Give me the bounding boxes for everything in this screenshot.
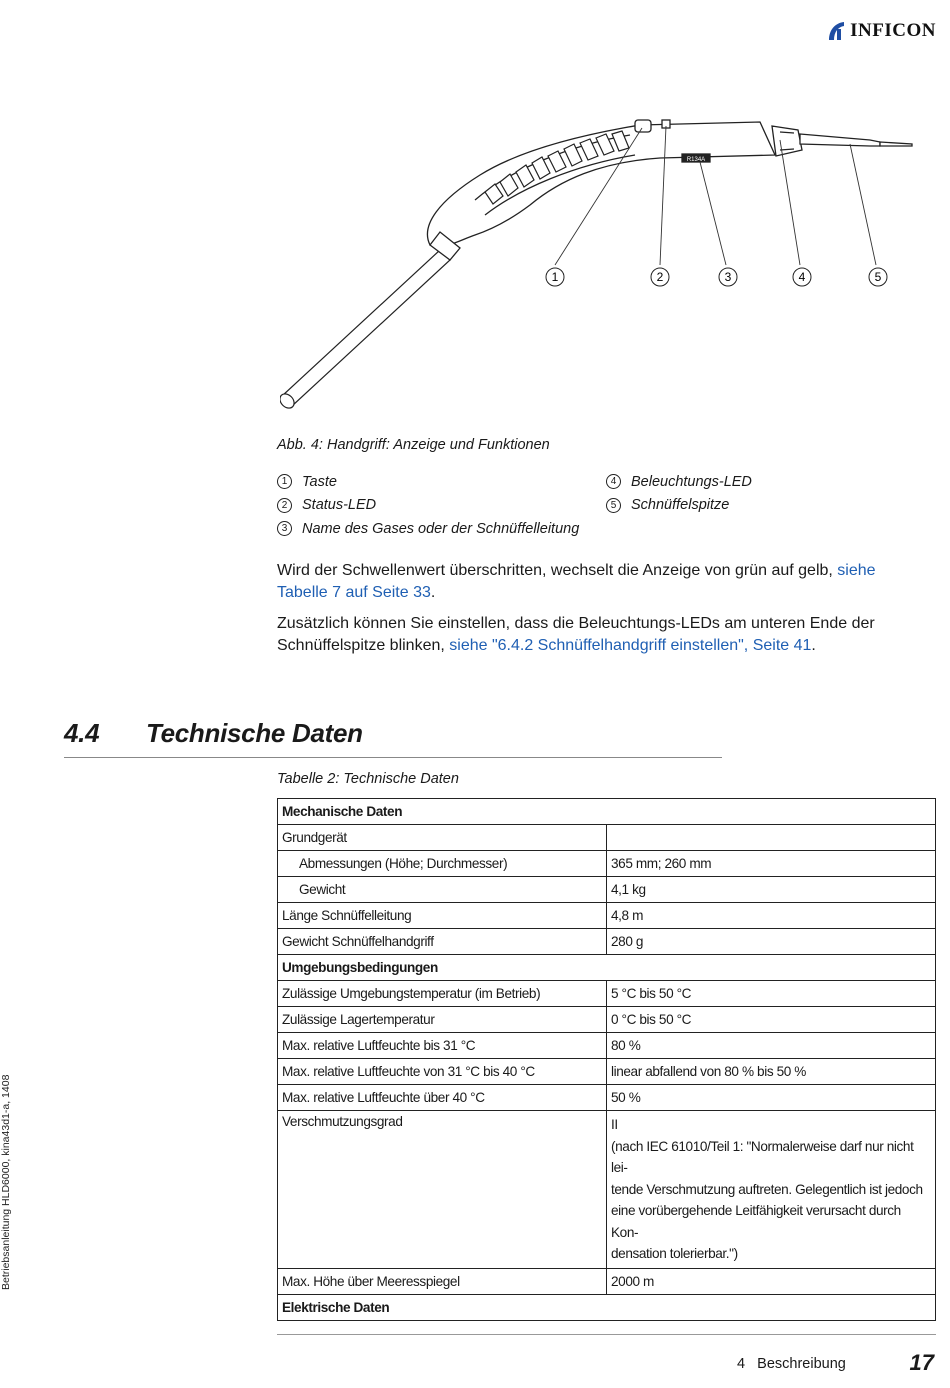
section-cell: Elektrische Daten [278,1294,936,1320]
legend-text: Status-LED [302,497,377,514]
table-section-row [278,955,936,981]
value-line: densation tolerierbar.") [611,1246,738,1261]
label-cell: Max. relative Luftfeuchte über 40 °C [278,1085,607,1111]
value-cell-multiline [607,1111,936,1269]
paragraph-led-blink [277,613,927,656]
legend-number: 4 [606,474,621,489]
handle-body [427,120,912,260]
table-row [278,851,936,877]
paragraph-threshold [277,560,927,603]
callout-5 [869,268,887,286]
brand-name: INFICON [850,20,936,41]
label-cell: Grundgerät [278,825,607,851]
paragraph-text: Zusätzlich können Sie einstellen, dass die Beleuchtungs-LEDs am unteren Ende der Schnüffelspitze blinken, [277,615,875,654]
svg-text:5: 5 [874,270,882,284]
footer-divider [277,1334,936,1335]
label-cell: Max. relative Luftfeuchte von 31 °C bis 40 °C [278,1059,607,1085]
legend-right [606,470,752,517]
label-cell: Max. Höhe über Meeresspiegel [278,1268,607,1294]
legend-text: Schnüffelspitze [631,497,730,514]
footer-chapter: 4 Beschreibung [737,1356,846,1372]
value-cell: 4,8 m [607,903,936,929]
legend-item [277,470,579,494]
technical-data-table [277,798,936,1321]
value-cell: 4,1 kg [607,877,936,903]
value-cell: 280 g [607,929,936,955]
section-number: 4.4 [64,718,100,748]
table-section-row [278,1294,936,1320]
value-cell: 80 % [607,1033,936,1059]
value-line: (nach IEC 61010/Teil 1: "Normalerweise darf nur nicht lei- [611,1138,914,1175]
table-row [278,877,936,903]
legend-item [606,494,752,518]
value-line: II [611,1117,618,1132]
section-heading [64,718,363,749]
legend-item [277,517,579,541]
paragraph-text: Wird der Schwellenwert überschritten, wechselt die Anzeige von grün auf gelb, [277,562,838,579]
section-divider [64,757,722,758]
table-row [278,825,936,851]
label-cell: Gewicht Schnüffelhandgriff [278,929,607,955]
legend-number: 5 [606,498,621,513]
table-caption: Tabelle 2: Technische Daten [277,771,459,787]
label-cell: Zulässige Umgebungstemperatur (im Betrieb) [278,981,607,1007]
legend-item [606,470,752,494]
label-cell: Zulässige Lagertemperatur [278,1007,607,1033]
callout-1 [546,268,564,286]
table-row [278,1085,936,1111]
value-cell: linear abfallend von 80 % bis 50 % [607,1059,936,1085]
section-cell: Umgebungsbedingungen [278,955,936,981]
inficon-logo-icon [825,20,847,42]
legend-text: Name des Gases oder der Schnüffelleitung [302,520,580,537]
legend-left [277,470,579,541]
table-row [278,1033,936,1059]
legend-number: 3 [277,521,292,536]
value-cell: 5 °C bis 50 °C [607,981,936,1007]
figure-caption: Abb. 4: Handgriff: Anzeige und Funktionen [277,437,550,453]
link-section-6-4-2[interactable]: siehe "6.4.2 Schnüffelhandgriff einstellen", Seite 41 [449,636,812,654]
value-cell: 2000 m [607,1268,936,1294]
label-cell: Abmessungen (Höhe; Durchmesser) [278,851,607,877]
svg-text:1: 1 [551,270,559,284]
label-cell: Verschmutzungsgrad [278,1111,607,1269]
table-section-row [278,799,936,825]
legend-item [277,494,579,518]
label-cell: Länge Schnüffelleitung [278,903,607,929]
callout-3 [719,268,737,286]
page-number: 17 [909,1350,934,1375]
label-cell: Gewicht [278,877,607,903]
section-cell: Mechanische Daten [278,799,936,825]
value-cell [607,825,936,851]
legend-text: Taste [302,473,337,490]
callout-4 [793,268,811,286]
paragraph-end: . [811,636,816,654]
paragraph-end: . [430,583,436,601]
svg-text:3: 3 [724,270,732,284]
value-line: tende Verschmutzung auftreten. Gelegentlich ist jedoch [611,1181,923,1197]
legend-number: 2 [277,498,292,513]
table-row [278,981,936,1007]
brand-logo [825,20,936,42]
table-row [278,1268,936,1294]
table-row [278,1059,936,1085]
table-row [278,929,936,955]
device-label-text: R134A [686,157,706,163]
value-cell: 0 °C bis 50 °C [607,1007,936,1033]
table-row [278,903,936,929]
probe-rod [280,250,450,411]
table-row [278,1007,936,1033]
legend-text: Beleuchtungs-LED [631,473,752,490]
document-id-sidebar: Betriebsanleitung HLD6000, kina43d1-a, 1408 [0,1074,12,1290]
label-cell: Max. relative Luftfeuchte bis 31 °C [278,1033,607,1059]
legend-number: 1 [277,474,292,489]
link-table-7[interactable]: siehe Tabelle 7 auf Seite 33 [277,562,876,601]
callout-markers [546,268,887,286]
section-title-text: Technische Daten [146,718,363,748]
value-cell: 50 % [607,1085,936,1111]
value-cell: 365 mm; 260 mm [607,851,936,877]
svg-text:2: 2 [656,270,664,284]
callout-2 [651,268,669,286]
svg-text:4: 4 [798,270,806,284]
value-line: eine vorübergehende Leitfähigkeit verursacht durch Kon- [611,1203,901,1240]
handle-illustration [280,100,920,420]
table-row [278,1111,936,1269]
